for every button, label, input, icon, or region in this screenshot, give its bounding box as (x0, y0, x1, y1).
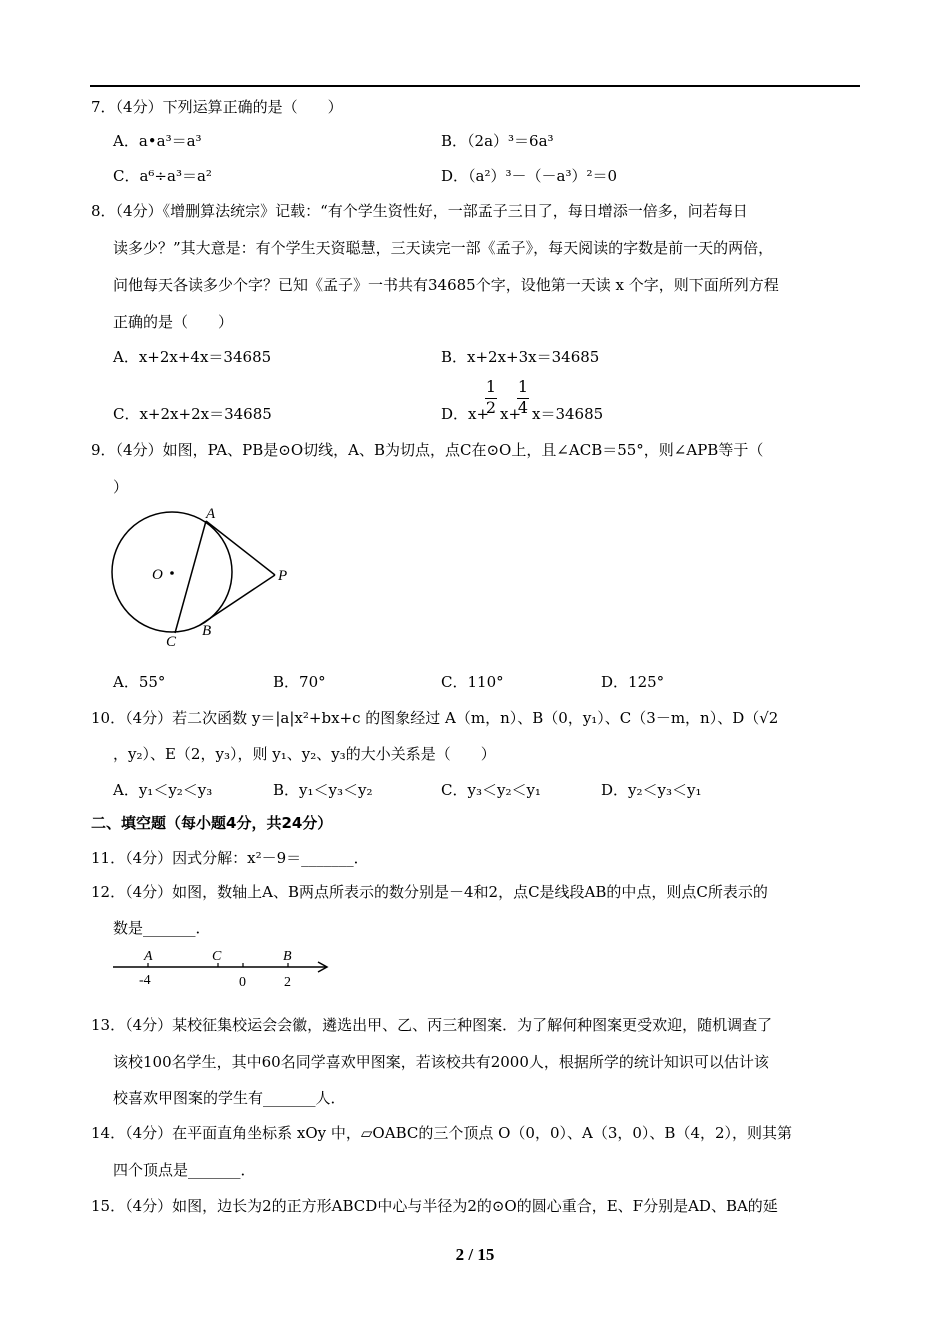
label-c: C (166, 634, 177, 650)
q8-option-a: A．x+2x+4x＝34685 (113, 348, 272, 366)
q8-option-d-mid: x+ (500, 405, 522, 423)
label-a: A (206, 506, 216, 522)
q8-option-b: B．x+2x+3x＝34685 (441, 348, 600, 366)
header-rule (90, 85, 860, 87)
q10-option-b: B．y₁＜y₃＜y₂ (273, 781, 373, 799)
q10-option-d: D．y₂＜y₃＜y₁ (601, 781, 702, 799)
q9-line-1: 9．（4分）如图，PA、PB是⊙O切线，A、B为切点，点C在⊙O上，且∠ACB＝55°，则∠APB等于（ (91, 441, 764, 459)
q10-line-2: ，y₂）、E（2，y₃），则 y₁、y₂、y₃的大小关系是（ ） (113, 745, 496, 763)
q7-option-a: A．a•a³＝a³ (113, 132, 202, 150)
tangent-pa (206, 521, 275, 575)
q10-option-c: C．y₃＜y₂＜y₁ (441, 781, 541, 799)
q8-frac2-denominator: 4 (517, 398, 529, 417)
q13-line-1: 13．（4分）某校征集校运会会徽，遴选出甲、乙、丙三种图案．为了解何种图案更受欢迎，随机调查了 (91, 1016, 773, 1034)
label-b: B (283, 949, 292, 964)
q8-frac1-numerator: 1 (485, 377, 497, 396)
q7-option-b: B．（2a）³＝6a³ (441, 132, 554, 150)
chord-ac (175, 521, 206, 633)
label-p: P (278, 568, 288, 584)
q14-line-1: 14．（4分）在平面直角坐标系 xOy 中，▱OABC的三个顶点 O（0，0）、A（3，0）、B（4，2），则其第 (91, 1124, 793, 1142)
tick-label-two: 2 (284, 975, 291, 990)
q8-line-1: 8．（4分）《增删算法统宗》记载：“有个学生资性好，一部孟子三日了，每日增添一倍多，问若每日 (91, 202, 748, 220)
q13-line-3: 校喜欢甲图案的学生有_______人． (113, 1089, 346, 1107)
tick-label-neg4: -4 (139, 973, 151, 988)
q14-line-2: 四个顶点是_______． (113, 1161, 256, 1179)
q9-circle-tangent-figure (100, 500, 300, 650)
q8-option-c: C．x+2x+2x＝34685 (113, 405, 272, 423)
tick-label-zero: 0 (239, 975, 246, 990)
q12-number-line-figure (108, 945, 338, 990)
q8-option-d-prefix: D．x+ (441, 405, 490, 423)
center-dot (170, 571, 174, 575)
label-b: B (202, 623, 212, 639)
q8-line-2: 读多少？”其大意是：有个学生天资聪慧，三天读完一部《孟子》，每天阅读的字数是前一天的两倍， (113, 239, 774, 257)
q12-line-2: 数是_______． (113, 919, 211, 937)
label-c: C (212, 949, 222, 964)
q8-frac2-numerator: 1 (517, 377, 529, 396)
q7-option-d: D．（a²）³－（－a³）²＝0 (441, 167, 618, 185)
label-a: A (144, 949, 153, 964)
q10-option-a: A．y₁＜y₂＜y₃ (113, 781, 213, 799)
q7-stem: 7．（4分）下列运算正确的是（ ） (91, 98, 343, 116)
q8-line-4: 正确的是（ ） (113, 313, 234, 331)
tangent-pb (200, 575, 275, 625)
q11-text: 11．（4分）因式分解：x²－9＝_______． (91, 849, 369, 867)
q9-option-b: B．70° (273, 673, 326, 691)
q12-line-1: 12．（4分）如图，数轴上A、B两点所表示的数分别是－4和2，点C是线段AB的中点，则点C所表示的 (91, 883, 768, 901)
section-2-heading: 二、填空题（每小题4分，共24分） (91, 814, 333, 832)
q15-line-1: 15．（4分）如图，边长为2的正方形ABCD中心与半径为2的⊙O的圆心重合，E、F分别是AD、BA的延 (91, 1197, 778, 1215)
label-o: O (152, 567, 163, 583)
q8-option-d-suffix: x＝34685 (532, 405, 604, 423)
q9-option-c: C．110° (441, 673, 504, 691)
q13-line-2: 该校100名学生，其中60名同学喜欢甲图案，若该校共有2000人，根据所学的统计知识可以估计该 (113, 1053, 769, 1071)
q10-line-1: 10．（4分）若二次函数 y＝|a|x²+bx+c 的图象经过 A（m，n）、B（0，y₁）、C（3－m，n）、D（√2 (91, 709, 779, 727)
page-number: 2 / 15 (455, 1245, 495, 1264)
q9-line-2: ） (113, 478, 129, 496)
q9-option-a: A．55° (113, 673, 166, 691)
q9-option-d: D．125° (601, 673, 665, 691)
q8-frac1-denominator: 2 (485, 398, 497, 417)
q7-option-c: C．a⁶÷a³＝a² (113, 167, 212, 185)
q8-line-3: 问他每天各读多少个字？已知《孟子》一书共有34685个字，设他第一天读 x 个字，则下面所列方程 (113, 276, 779, 294)
